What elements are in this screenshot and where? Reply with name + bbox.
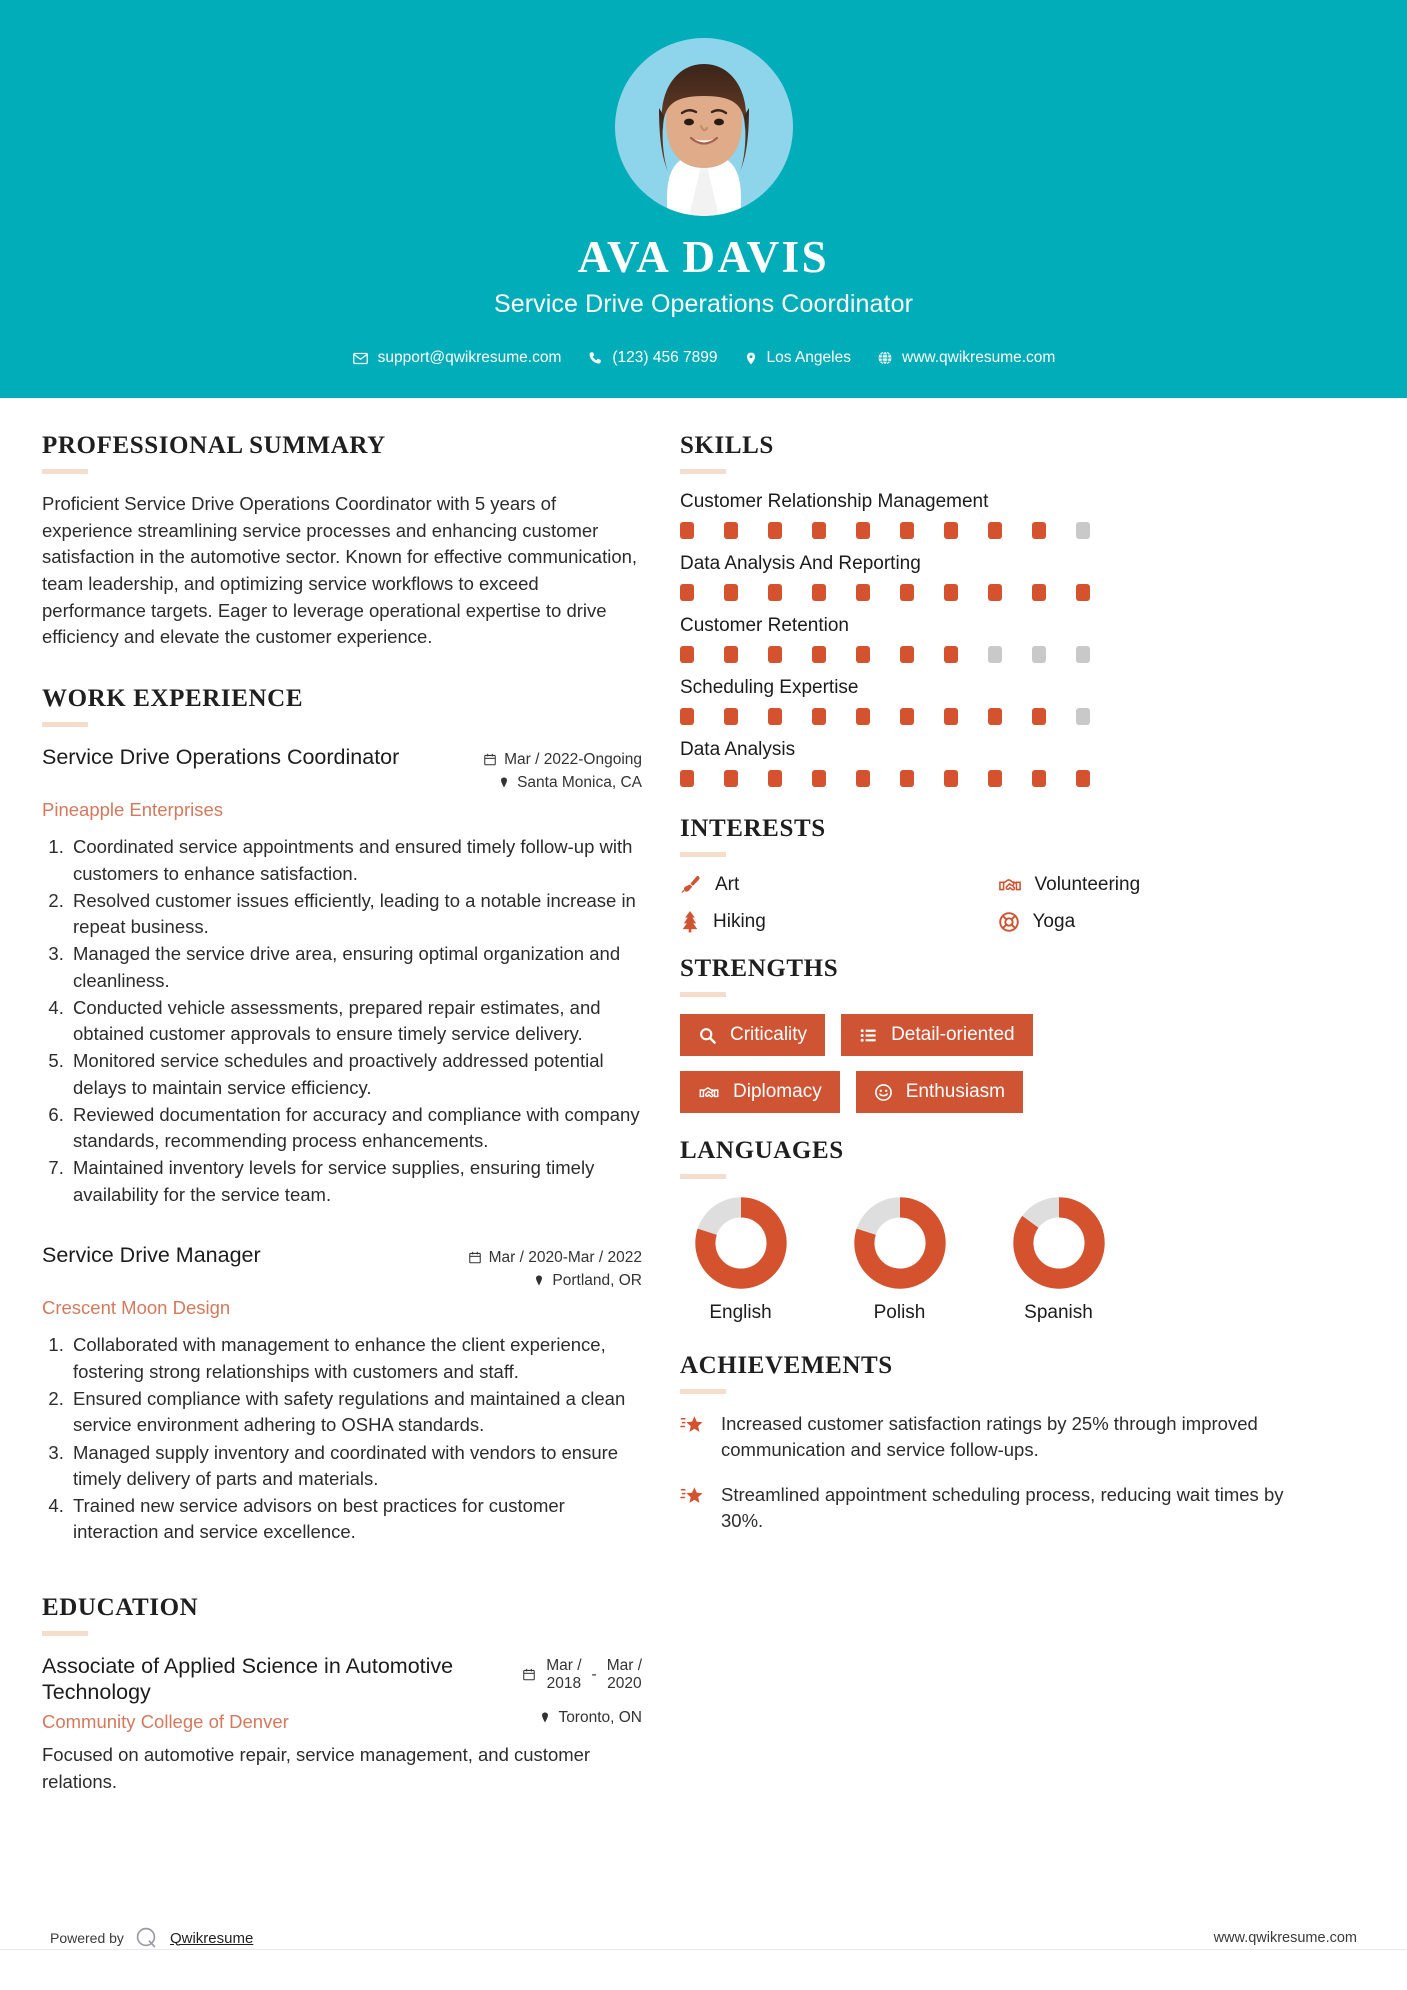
skill-dot xyxy=(680,522,694,539)
skill-dot xyxy=(944,584,958,601)
skill-dot xyxy=(1032,584,1046,601)
language-donut-chart xyxy=(1012,1196,1106,1290)
section-title-skills: SKILLS xyxy=(680,432,774,459)
spacer xyxy=(680,1330,1305,1352)
skill-dot xyxy=(944,708,958,725)
contact-row xyxy=(0,349,1407,367)
achievement-item xyxy=(680,1411,1305,1464)
contact-email-text: support@qwikresume.com xyxy=(377,349,562,367)
list-item: 3. Managed supply inventory and coordinated with vendors to ensure timely delivery of parts and materials. xyxy=(69,1440,642,1493)
skill-dot xyxy=(724,708,738,725)
spacer xyxy=(680,1119,1305,1137)
work-org: Crescent Moon Design xyxy=(42,1297,231,1319)
skill-item xyxy=(680,553,1305,601)
calendar-icon xyxy=(522,1667,536,1682)
work-entry xyxy=(42,1242,642,1546)
list-item: 2. Ensured compliance with safety regulations and maintained a clean service environment adhering to OSHA standards. xyxy=(69,1386,642,1439)
language-item-english xyxy=(688,1196,793,1324)
skill-name: Customer Retention xyxy=(680,615,849,636)
section-title-interests: INTERESTS xyxy=(680,815,826,842)
skill-dot xyxy=(768,708,782,725)
work-bullets xyxy=(42,1332,642,1545)
achievement-item xyxy=(680,1482,1305,1535)
interest-label: Hiking xyxy=(713,910,766,932)
footer-url: www.qwikresume.com xyxy=(1213,1930,1357,1946)
left-column xyxy=(42,432,642,1802)
star-icon xyxy=(680,1414,705,1437)
skill-dot xyxy=(856,522,870,539)
avatar-photo-icon xyxy=(615,38,793,216)
strengths-row xyxy=(680,1071,1305,1113)
section-strengths xyxy=(680,955,1305,1113)
education-location-text: Toronto, ON xyxy=(558,1709,642,1727)
skill-dot xyxy=(900,584,914,601)
map-pin-icon xyxy=(498,775,510,790)
skill-item xyxy=(680,677,1305,725)
strength-label: Enthusiasm xyxy=(905,1081,1005,1102)
work-dates xyxy=(483,748,642,771)
skill-rating xyxy=(680,770,1305,787)
globe-icon xyxy=(877,350,893,366)
skill-dot xyxy=(1032,646,1046,663)
skill-dot xyxy=(1076,522,1090,539)
skill-item xyxy=(680,615,1305,663)
list-item: 4. Conducted vehicle assessments, prepared repair estimates, and obtained customer approvals to ensure timely service delivery. xyxy=(69,995,642,1048)
language-label: Spanish xyxy=(1024,1302,1093,1323)
section-languages xyxy=(680,1137,1305,1324)
map-pin-icon xyxy=(539,1710,551,1725)
skill-dot xyxy=(724,522,738,539)
section-title-strengths: STRENGTHS xyxy=(680,955,839,982)
skill-dot xyxy=(1032,522,1046,539)
skill-dot xyxy=(768,522,782,539)
skill-dot xyxy=(724,646,738,663)
education-meta xyxy=(522,1653,642,1694)
contact-phone[interactable] xyxy=(587,349,717,367)
skill-dot xyxy=(812,522,826,539)
education-end-year: 2020 xyxy=(607,1674,642,1692)
skill-dot xyxy=(988,708,1002,725)
powered-by xyxy=(50,1926,253,1950)
skill-dot xyxy=(944,522,958,539)
skill-dot xyxy=(680,770,694,787)
skill-dot xyxy=(856,770,870,787)
footer xyxy=(0,1926,1407,1950)
section-rule xyxy=(42,1631,88,1636)
section-rule xyxy=(680,992,726,997)
spacer xyxy=(42,1214,642,1242)
section-interests xyxy=(680,815,1305,933)
section-title-achievements: ACHIEVEMENTS xyxy=(680,1352,893,1379)
interest-label: Yoga xyxy=(1032,910,1076,932)
skill-dot xyxy=(988,584,1002,601)
skill-dot xyxy=(680,646,694,663)
section-skills xyxy=(680,432,1305,787)
skill-dot xyxy=(768,646,782,663)
skill-dot xyxy=(680,584,694,601)
strength-chip-detail-oriented xyxy=(841,1014,1033,1056)
skill-dot xyxy=(1076,708,1090,725)
work-dates-text: Mar / 2020-Mar / 2022 xyxy=(488,1248,642,1266)
summary-text: Proficient Service Drive Operations Coordinator with 5 years of experience streamlining service processes and enhancing customer satisfaction in the automotive sector. Known for effective communication, team leadership, and optimizing service workflows to exceed performance targets. Eager to leverage operational expertise to drive efficiency and elevate the customer experience. xyxy=(42,493,638,648)
skill-dot xyxy=(944,646,958,663)
work-location xyxy=(483,771,642,794)
divider xyxy=(0,1949,1407,1950)
work-meta xyxy=(468,1242,642,1293)
skill-dot xyxy=(856,646,870,663)
section-title-education: EDUCATION xyxy=(42,1593,199,1621)
education-start-date xyxy=(546,1657,581,1694)
list-item: 2. Resolved customer issues efficiently, leading to a notable increase in repeat business. xyxy=(69,888,642,941)
strength-chip-enthusiasm xyxy=(856,1071,1023,1113)
spacer xyxy=(42,657,642,685)
resume-body xyxy=(0,398,1407,1802)
handshake-icon xyxy=(998,874,1022,896)
section-title-summary: PROFESSIONAL SUMMARY xyxy=(42,432,386,459)
strength-label: Detail-oriented xyxy=(891,1024,1015,1045)
skill-dot xyxy=(988,522,1002,539)
language-donut-chart xyxy=(853,1196,947,1290)
list-item: 6. Reviewed documentation for accuracy and compliance with company standards, recommending process enhancements. xyxy=(69,1102,642,1155)
education-entry xyxy=(42,1653,642,1796)
section-title-work: WORK EXPERIENCE xyxy=(42,684,304,712)
skill-dot xyxy=(1032,708,1046,725)
list-item: 7. Maintained inventory levels for service supplies, ensuring timely availability for the service team. xyxy=(69,1155,642,1208)
work-location-text: Portland, OR xyxy=(552,1272,642,1290)
list-item: 4. Trained new service advisors on best practices for customer interaction and service excellence. xyxy=(69,1493,642,1546)
skill-dot xyxy=(768,770,782,787)
interest-label: Volunteering xyxy=(1034,874,1141,895)
skill-dot xyxy=(812,646,826,663)
spacer xyxy=(42,1552,642,1594)
list-icon xyxy=(859,1026,878,1045)
skill-dot xyxy=(900,646,914,663)
contact-location-text: Los Angeles xyxy=(766,349,851,367)
work-role: Service Drive Operations Coordinator xyxy=(42,744,400,769)
phone-icon xyxy=(587,350,603,366)
interest-item-volunteering xyxy=(998,874,1306,896)
skill-name: Scheduling Expertise xyxy=(680,677,859,698)
section-rule xyxy=(42,722,88,727)
handshake-icon xyxy=(698,1083,720,1102)
list-item: 1. Coordinated service appointments and ensured timely follow-up with customers to enhance satisfaction. xyxy=(69,834,642,887)
section-rule xyxy=(680,1174,726,1179)
skill-item xyxy=(680,739,1305,787)
interests-grid xyxy=(680,874,1305,933)
lifebuoy-icon xyxy=(998,911,1020,933)
skill-dot xyxy=(988,646,1002,663)
work-org: Pineapple Enterprises xyxy=(42,799,223,821)
star-icon xyxy=(680,1485,705,1508)
skill-dot xyxy=(1076,584,1090,601)
skill-dot xyxy=(900,522,914,539)
magnifier-icon xyxy=(698,1026,717,1045)
tree-icon xyxy=(680,910,700,933)
right-column xyxy=(680,432,1305,1552)
qwikresume-logo-icon xyxy=(135,1926,159,1950)
skill-dot xyxy=(812,708,826,725)
education-start-month: Mar / xyxy=(546,1656,582,1674)
spacer xyxy=(680,939,1305,955)
skill-name: Data Analysis xyxy=(680,739,796,760)
work-dates xyxy=(468,1246,642,1269)
skill-name: Data Analysis And Reporting xyxy=(680,553,921,574)
list-item: 5. Monitored service schedules and proactively addressed potential delays to maintain service efficiency. xyxy=(69,1048,642,1101)
section-professional-summary xyxy=(42,432,642,651)
skill-dot xyxy=(724,584,738,601)
education-description: Focused on automotive repair, service management, and customer relations. xyxy=(42,1744,591,1792)
language-label: English xyxy=(709,1302,772,1323)
skill-dot xyxy=(988,770,1002,787)
language-item-spanish xyxy=(1006,1196,1111,1324)
map-pin-icon xyxy=(533,1273,545,1288)
skill-dot xyxy=(724,770,738,787)
skill-dot xyxy=(812,770,826,787)
skill-dot xyxy=(856,708,870,725)
calendar-icon xyxy=(468,1250,482,1265)
skill-rating xyxy=(680,522,1305,539)
page-title: AVA DAVIS xyxy=(577,232,830,282)
skill-dot xyxy=(944,770,958,787)
education-end-month: Mar / xyxy=(606,1656,642,1674)
strength-label: Diplomacy xyxy=(733,1081,822,1102)
qwikresume-link[interactable]: Qwikresume xyxy=(169,1929,254,1947)
paintbrush-icon xyxy=(680,874,702,896)
contact-location xyxy=(744,349,851,367)
section-education xyxy=(42,1594,642,1796)
achievement-text: Increased customer satisfaction ratings by 25% through improved communication and service follow-ups. xyxy=(721,1413,1258,1461)
skill-item xyxy=(680,491,1305,539)
languages-list xyxy=(680,1196,1305,1324)
smiley-icon xyxy=(874,1083,893,1102)
avatar xyxy=(615,38,793,216)
interest-label: Art xyxy=(715,874,740,895)
contact-website[interactable] xyxy=(877,349,1055,367)
education-date-separator: - xyxy=(591,1666,597,1684)
skill-dot xyxy=(900,708,914,725)
section-work-experience xyxy=(42,685,642,1546)
education-start-year: 2018 xyxy=(546,1674,582,1692)
education-school: Community College of Denver xyxy=(42,1711,289,1733)
skill-dot xyxy=(812,584,826,601)
language-label: Polish xyxy=(873,1302,926,1323)
skill-name: Customer Relationship Management xyxy=(680,491,989,512)
work-role: Service Drive Manager xyxy=(42,1242,261,1267)
contact-email[interactable] xyxy=(352,349,562,367)
education-degree: Associate of Applied Science in Automotive Technology xyxy=(42,1653,454,1705)
education-dates xyxy=(522,1657,642,1694)
contact-website-text: www.qwikresume.com xyxy=(902,349,1056,367)
education-location xyxy=(539,1706,642,1729)
language-item-polish xyxy=(847,1196,952,1324)
skill-rating xyxy=(680,584,1305,601)
interest-item-art xyxy=(680,874,988,896)
strengths-list xyxy=(680,1014,1305,1113)
calendar-icon xyxy=(483,752,497,767)
location-pin-icon xyxy=(744,350,758,367)
section-title-languages: LANGUAGES xyxy=(680,1137,844,1164)
section-rule xyxy=(680,469,726,474)
skill-dot xyxy=(856,584,870,601)
skill-rating xyxy=(680,708,1305,725)
section-rule xyxy=(680,1389,726,1394)
skill-dot xyxy=(1032,770,1046,787)
work-bullets xyxy=(42,834,642,1208)
list-item: 3. Managed the service drive area, ensuring optimal organization and cleanliness. xyxy=(69,941,642,994)
strength-chip-criticality xyxy=(680,1014,825,1056)
section-rule xyxy=(680,852,726,857)
interest-item-hiking xyxy=(680,910,988,933)
interest-item-yoga xyxy=(998,910,1306,933)
work-dates-text: Mar / 2022-Ongoing xyxy=(504,750,642,768)
language-donut-chart xyxy=(694,1196,788,1290)
strength-label: Criticality xyxy=(730,1024,808,1045)
powered-by-label: Powered by xyxy=(50,1930,124,1946)
section-achievements xyxy=(680,1352,1305,1534)
section-rule xyxy=(42,469,88,474)
skill-dot xyxy=(680,708,694,725)
contact-phone-text: (123) 456 7899 xyxy=(612,349,718,367)
work-location-text: Santa Monica, CA xyxy=(517,774,642,791)
strength-chip-diplomacy xyxy=(680,1071,840,1113)
work-entry xyxy=(42,744,642,1208)
job-title: Service Drive Operations Coordinator xyxy=(493,290,914,319)
education-end-date xyxy=(607,1657,642,1694)
envelope-icon xyxy=(352,350,369,367)
skill-dot xyxy=(1076,646,1090,663)
work-location xyxy=(468,1269,642,1292)
skill-dot xyxy=(768,584,782,601)
skill-rating xyxy=(680,646,1305,663)
spacer xyxy=(680,801,1305,815)
work-meta xyxy=(483,744,642,795)
skill-dot xyxy=(900,770,914,787)
strengths-row xyxy=(680,1014,1305,1056)
resume-header xyxy=(0,0,1407,398)
skill-dot xyxy=(1076,770,1090,787)
achievement-text: Streamlined appointment scheduling process, reducing wait times by 30%. xyxy=(721,1483,1284,1531)
list-item: 1. Collaborated with management to enhance the client experience, fostering strong relationships with customers and staff. xyxy=(69,1332,642,1385)
